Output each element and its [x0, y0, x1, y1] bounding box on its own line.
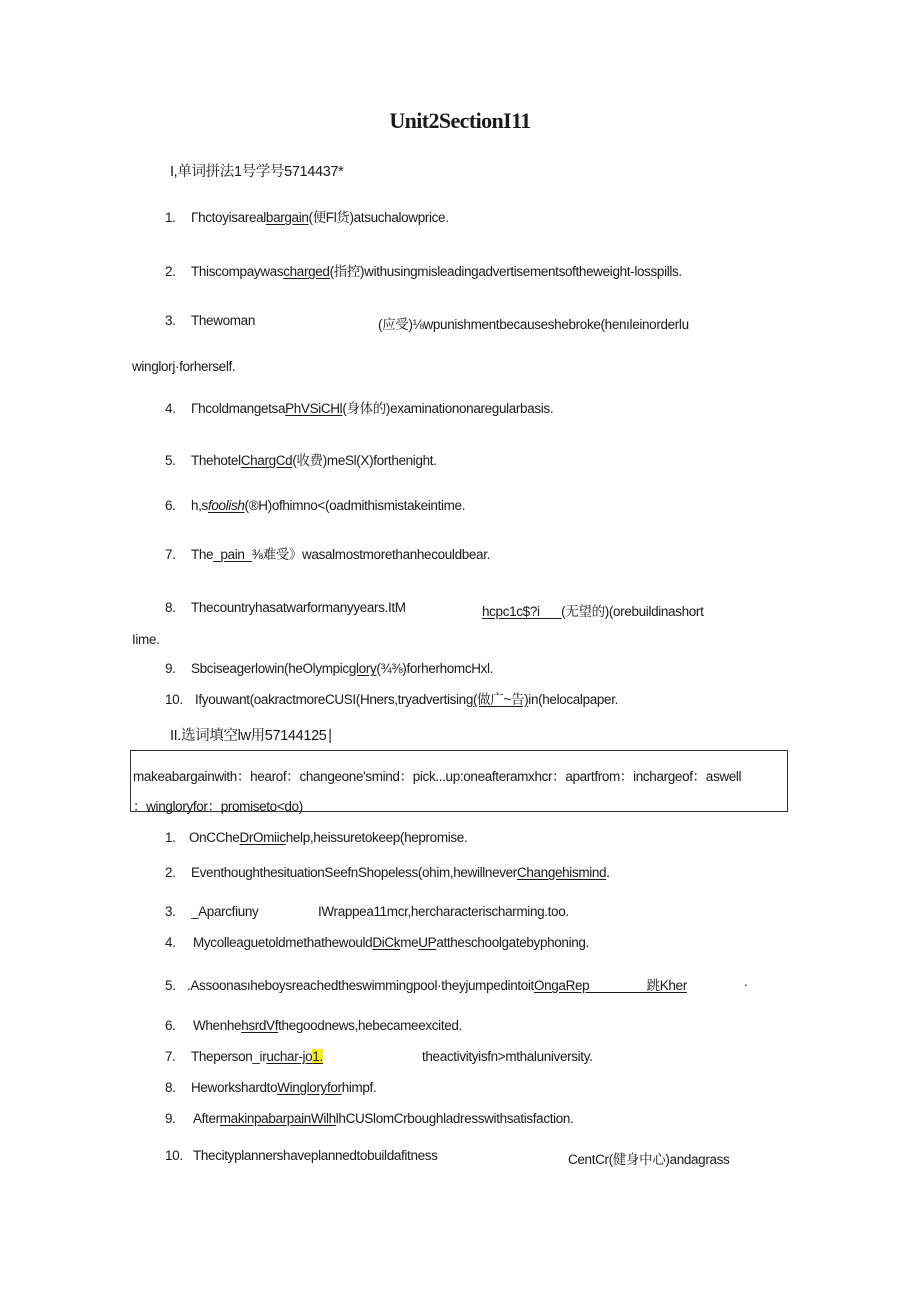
answer-blank: bargain: [265, 210, 309, 225]
answer-blank: hsrdVf: [241, 1018, 279, 1033]
highlighted-mark: 1.: [312, 1049, 323, 1064]
s2-item-6: [165, 1018, 462, 1033]
item-number: 10.: [165, 692, 183, 707]
item-text: Γhctoyisareal: [191, 210, 266, 225]
item-text: ⅜难受》wasalmostmorethanhecouldbear.: [251, 547, 490, 562]
item-text: help,heissuretokeep(hepromise.: [285, 830, 468, 845]
item-number: 7.: [165, 547, 176, 562]
item-number: 3.: [165, 904, 176, 919]
item-number: 1.: [165, 830, 176, 845]
item-number: 8.: [165, 1080, 176, 1095]
answer-blank: makinpabarpainWilh: [219, 1111, 336, 1126]
s2-item-3: [165, 904, 258, 919]
answer-blank: uchar-jo: [266, 1049, 313, 1064]
item-text: attheschoolgatebyphoning.: [436, 935, 589, 950]
item-number: 6.: [165, 1018, 176, 1033]
item-text: h,s: [191, 498, 208, 513]
item-text: (指控)withusingmisleadingadvertisementsoftheweight-losspills.: [329, 264, 682, 279]
word-bank-line: makeabargainwith：hearof：changeone'smind：pick...up:oneafteramxhcr：apartfrom：inchargeof：aswell: [133, 769, 742, 784]
item-number: 4.: [165, 935, 176, 950]
item-number: 10.: [165, 1148, 183, 1163]
page-title: Unit2SectionI11: [389, 108, 531, 133]
item-number: 5.: [165, 453, 176, 468]
s2-item-5-end: .: [744, 974, 748, 989]
s1-item-8-continued: Iime.: [132, 632, 160, 647]
s1-item-8: [165, 600, 406, 615]
answer-blank: _pain_: [213, 547, 252, 562]
answer-blank: foolish: [207, 498, 245, 513]
s2-item-7-rest: theactivityisfn>mthaluniversity.: [422, 1049, 593, 1064]
s1-item-3: [165, 313, 255, 328]
answer-blank: PhVSiCHl: [285, 401, 343, 416]
answer-blank: OngaRep________跳Kher: [533, 978, 687, 993]
item-number: 9.: [165, 661, 176, 676]
s2-item-10: [165, 1148, 438, 1163]
item-text: lhCUSlomCrboughladresswithsatisfaction.: [335, 1111, 574, 1126]
answer-blank: UP: [418, 935, 437, 950]
item-number: 1.: [165, 210, 176, 225]
s1-item-7: [165, 543, 490, 563]
item-number: 7.: [165, 1049, 176, 1064]
s2-item-4: [165, 935, 589, 950]
item-number: 6.: [165, 498, 176, 513]
answer-blank: Changehismind: [516, 865, 607, 880]
s1-item-8-rest: [482, 600, 703, 620]
answer-blank: DrOmiic: [239, 830, 286, 845]
item-number: 3.: [165, 313, 176, 328]
item-text: Mycolleaguetoldmethathewould: [193, 935, 373, 950]
item-text: OnCChe: [189, 830, 240, 845]
answer-blank: Winglory: [277, 1080, 327, 1095]
item-text: thegoodnews,hebecameexcited.: [278, 1018, 462, 1033]
item-text: Γhcoldmangetsa: [191, 401, 286, 416]
s1-item-3-continued: winglorj·forherself.: [132, 359, 236, 374]
answer-blank: charged: [283, 264, 330, 279]
answer-blank: for: [326, 1080, 342, 1095]
s1-item-4: [165, 397, 553, 417]
item-number: 4.: [165, 401, 176, 416]
item-text: himpf.: [341, 1080, 377, 1095]
section2-heading: II.选词填空lw用57144125∣: [170, 728, 334, 744]
item-text: .Assoonasıheboysreachedtheswimmingpool·theyjumpedintoit: [187, 978, 534, 993]
item-number: 9.: [165, 1111, 176, 1126]
item-text: (无望的)(orebuildinashort: [561, 604, 704, 619]
item-text: Sbciseagerlowin(heOlympic: [191, 661, 349, 676]
s2-item-1: [165, 830, 467, 845]
s1-item-10: [165, 688, 618, 708]
item-text: Thewoman: [191, 313, 255, 328]
item-text: Thecountryhasatwarformanyyears.ItM: [191, 600, 406, 615]
answer-blank: glory: [348, 661, 377, 676]
s2-item-9: [165, 1111, 574, 1126]
answer-blank: DiCk: [372, 935, 401, 950]
word-bank-box: [130, 750, 788, 812]
item-text: Ifyouwant(oakractmoreCUSI(Hners,tryadvertising: [195, 692, 474, 707]
answer-blank: hcpc1c$?i___: [482, 604, 562, 619]
s2-item-2: [165, 865, 610, 880]
item-text: .: [606, 865, 610, 880]
item-text: in(helocalpaper.: [528, 692, 619, 707]
s1-item-6: [165, 498, 465, 513]
item-text: me: [400, 935, 419, 950]
s2-item-10-rest: CentCr(健身中心)andagrass: [568, 1152, 730, 1167]
item-number: 2.: [165, 264, 176, 279]
item-text: Thiscompaywas: [191, 264, 284, 279]
item-number: 8.: [165, 600, 176, 615]
item-text: Heworkshardto: [191, 1080, 278, 1095]
answer-blank: (做广~告): [473, 692, 529, 707]
s1-item-5: [165, 449, 437, 469]
s2-item-7: [165, 1049, 323, 1064]
word-bank-line: ：wingloryfor：promiseto<do): [133, 799, 303, 814]
s1-item-9: [165, 661, 493, 676]
item-text: Theperson_ir: [191, 1049, 267, 1064]
item-text: (ohim,hewillnever: [417, 865, 517, 880]
item-text: (身体的)examinationonaregularbasis.: [342, 401, 554, 416]
item-text: Thecityplannershaveplannedtobuildafitness: [193, 1148, 438, 1163]
s2-item-3-rest: IWrappea11mcr,hercharacterischarming.too.: [318, 904, 569, 919]
item-text: Eventhoughthesituation: [191, 865, 325, 880]
item-number: 2.: [165, 865, 176, 880]
item-text: (¾⅜)forherhomcHxl.: [376, 661, 494, 676]
item-text: Whenhe: [193, 1018, 242, 1033]
section1-heading: I,单词拼法1号学号5714437*: [170, 164, 344, 180]
item-text: After: [193, 1111, 220, 1126]
item-text: (便Fl货)atsuchalowprice.: [308, 210, 449, 225]
answer-blank: SeefnShopeless: [324, 865, 418, 880]
item-text: Thehotel: [191, 453, 241, 468]
s1-item-3-rest: (应受)⅛wpunishmentbecauseshebroke(henıleinorderlu: [378, 317, 689, 332]
answer-blank: _Aparcfiuny: [191, 904, 259, 919]
s1-item-1: [165, 206, 449, 226]
s2-item-5: [165, 974, 687, 994]
s1-item-2: [165, 260, 682, 280]
item-number: 5.: [165, 978, 176, 993]
s2-item-8: [165, 1080, 376, 1095]
answer-blank: ChargCd: [240, 453, 293, 468]
item-text: (收费)meSl(X)forthenight.: [292, 453, 437, 468]
item-text: (®H)ofhimno<(oadmithismistakeintime.: [244, 498, 466, 513]
item-text: The: [191, 547, 214, 562]
